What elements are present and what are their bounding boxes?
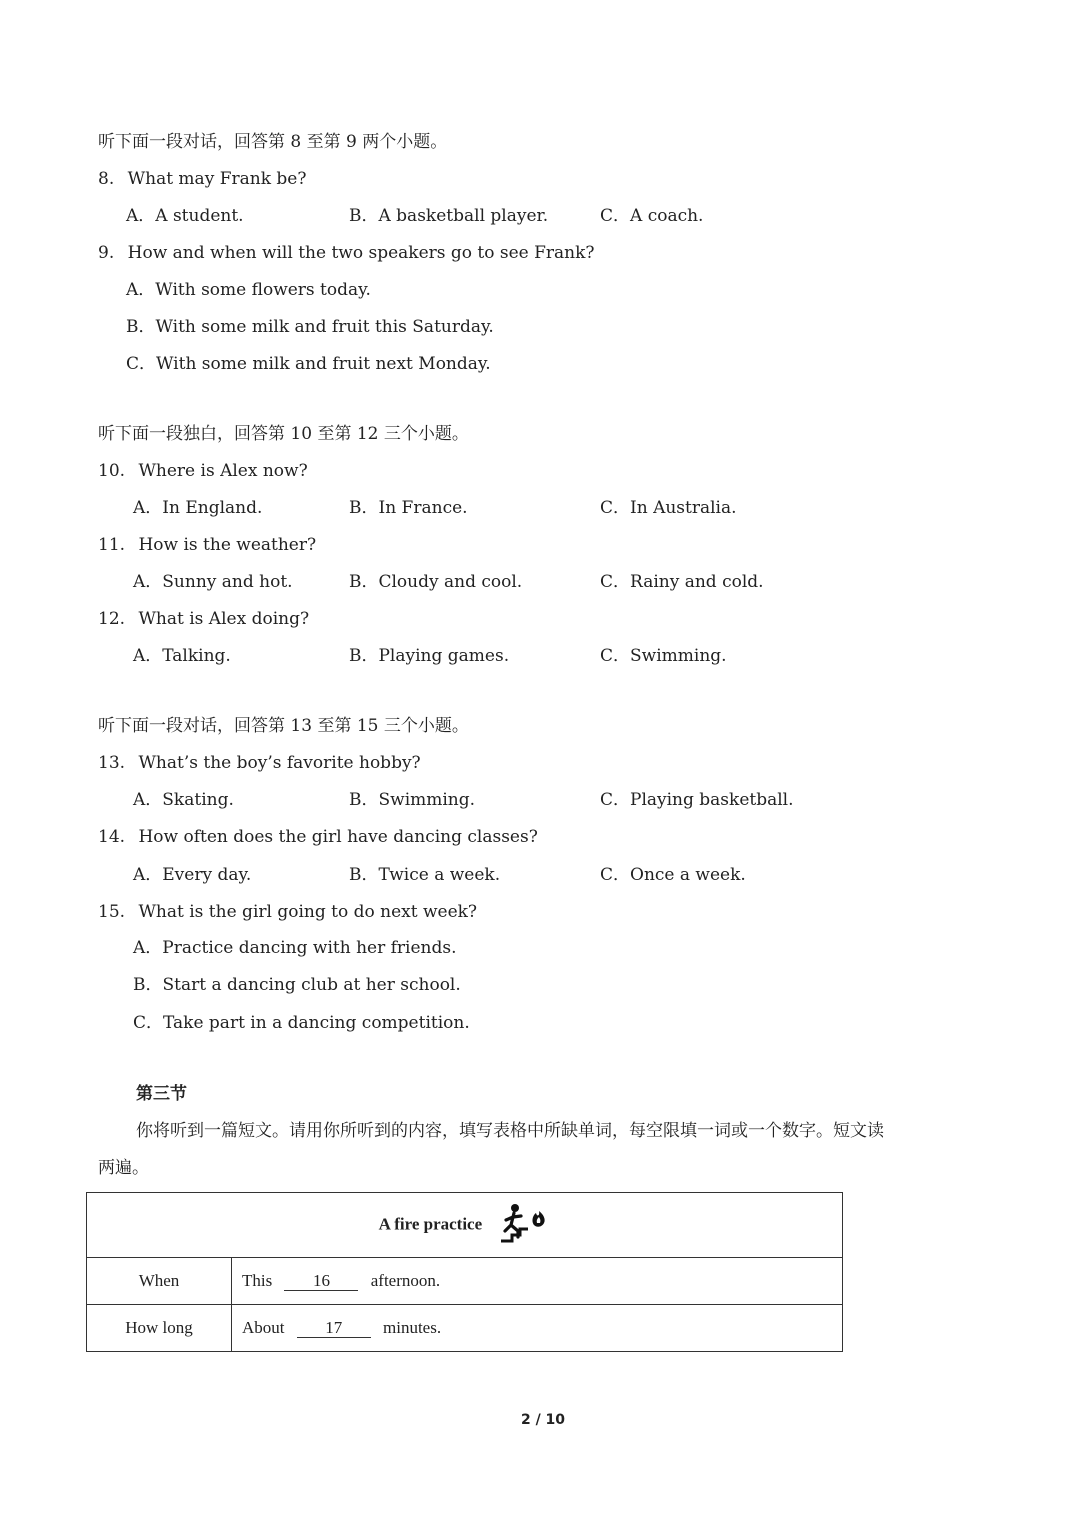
section-1-intro: 听下面一段对话，回答第 8 至第 9 两个小题。	[98, 132, 448, 152]
question-12	[98, 608, 309, 630]
table-title-cell	[87, 1193, 843, 1258]
blank-17[interactable]: 17	[297, 1319, 371, 1338]
table-row-label: When	[87, 1258, 232, 1305]
option-9b: B．With some milk and fruit this Saturday.	[126, 317, 494, 337]
option-11b: B．Cloudy and cool.	[349, 572, 523, 592]
option-13c: C．Playing basketball.	[600, 790, 794, 810]
option-14a: A．Every day.	[133, 865, 252, 885]
option-15c: C．Take part in a dancing competition.	[133, 1013, 470, 1033]
table-row	[87, 1305, 843, 1352]
option-9c: C．With some milk and fruit next Monday.	[126, 354, 491, 374]
row-text-before: About	[242, 1318, 285, 1337]
table-row-label: How long	[87, 1305, 232, 1352]
table-row-content	[232, 1305, 843, 1352]
row-text-before: This	[242, 1271, 273, 1290]
question-15	[98, 901, 477, 923]
option-12a: A．Talking.	[133, 646, 231, 666]
question-number: 8.	[98, 169, 115, 189]
blank-16[interactable]: 16	[284, 1272, 358, 1291]
question-text: How is the weather?	[138, 535, 317, 555]
option-14b: B．Twice a week.	[349, 865, 501, 885]
question-text: What may Frank be?	[127, 169, 307, 189]
table-row	[87, 1258, 843, 1305]
option-10b: B．In France.	[349, 498, 468, 518]
option-8b: B．A basketball player.	[349, 206, 549, 226]
option-15b: B．Start a dancing club at her school.	[133, 975, 461, 995]
part-3-instruction-line-2: 两遍。	[98, 1158, 149, 1178]
fire-practice-table	[86, 1192, 843, 1352]
question-number: 15.	[98, 902, 126, 922]
option-8c: C．A coach.	[600, 206, 704, 226]
question-text: Where is Alex now?	[138, 461, 308, 481]
part-3-heading: 第三节	[136, 1084, 187, 1104]
question-number: 10.	[98, 461, 126, 481]
table-row-content	[232, 1258, 843, 1305]
question-number: 12.	[98, 609, 126, 629]
question-text: How often does the girl have dancing classes?	[138, 827, 538, 847]
row-text-after: afternoon.	[370, 1271, 441, 1290]
question-14	[98, 826, 538, 848]
page-number: 2 / 10	[520, 1412, 566, 1428]
option-13a: A．Skating.	[133, 790, 234, 810]
option-12b: B．Playing games.	[349, 646, 510, 666]
section-2-intro: 听下面一段独白，回答第 10 至第 12 三个小题。	[98, 424, 469, 444]
option-11c: C．Rainy and cold.	[600, 572, 764, 592]
question-text: What is Alex doing?	[138, 609, 310, 629]
question-10	[98, 460, 308, 482]
row-text-after: minutes.	[383, 1318, 442, 1337]
question-number: 13.	[98, 753, 126, 773]
option-11a: A．Sunny and hot.	[133, 572, 293, 592]
option-8a: A．A student.	[126, 206, 244, 226]
question-13	[98, 752, 421, 774]
part-3-instruction-line-1: 你将听到一篇短文。请用你所听到的内容，填写表格中所缺单词，每空限填一词或一个数字。短文读	[136, 1121, 884, 1141]
section-3-intro: 听下面一段对话，回答第 13 至第 15 三个小题。	[98, 716, 469, 736]
question-number: 9.	[98, 243, 115, 263]
option-13b: B．Swimming.	[349, 790, 476, 810]
question-11	[98, 534, 316, 556]
question-text: How and when will the two speakers go to see Frank?	[127, 243, 595, 263]
option-10a: A．In England.	[133, 498, 263, 518]
option-14c: C．Once a week.	[600, 865, 746, 885]
table-title: A fire practice	[378, 1213, 483, 1233]
question-number: 11.	[98, 535, 126, 555]
running-person-icon	[498, 1202, 550, 1249]
table-header-row	[87, 1193, 843, 1258]
question-8	[98, 168, 306, 190]
option-12c: C．Swimming.	[600, 646, 727, 666]
question-text: What is the girl going to do next week?	[138, 902, 478, 922]
option-10c: C．In Australia.	[600, 498, 737, 518]
option-15a: A．Practice dancing with her friends.	[133, 938, 457, 958]
question-number: 14.	[98, 827, 126, 847]
option-9a: A．With some flowers today.	[126, 280, 371, 300]
question-text: What’s the boy’s favorite hobby?	[138, 753, 421, 773]
question-9	[98, 242, 595, 264]
